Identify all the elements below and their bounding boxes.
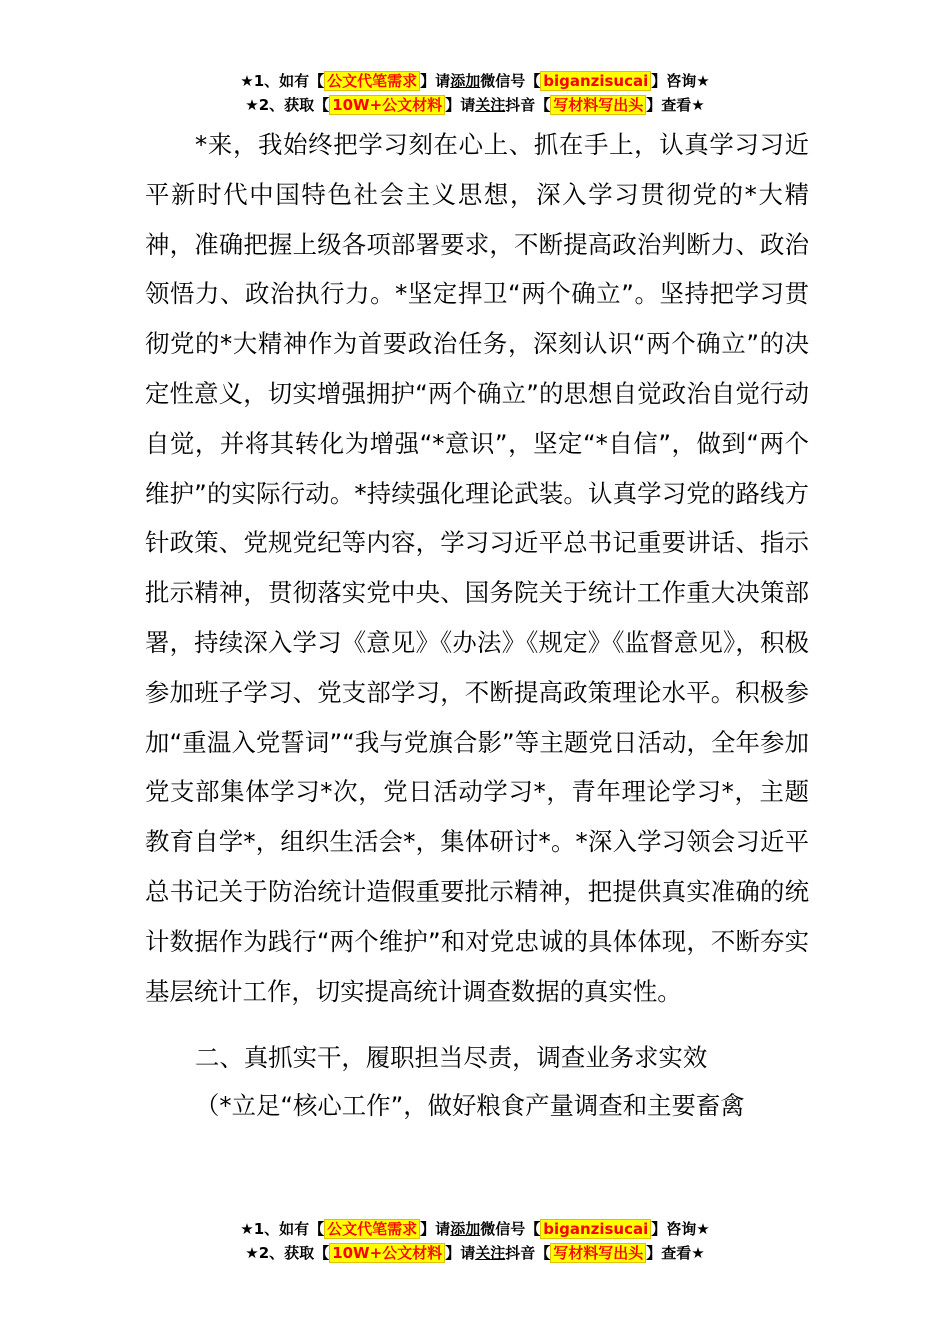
highlight-ghostwriting: 公文代笔需求 — [324, 71, 420, 91]
highlight-materials: 10W+公文材料 — [329, 1243, 445, 1263]
banner-text: 】请 — [445, 1244, 476, 1262]
document-body — [145, 120, 809, 1132]
body-paragraph: *来，我始终把学习刻在心上、抓在手上，认真学习习近平新时代中国特色社会主义思想，深入学习贯彻党的*大精神，准确把握上级各项部署要求，不断提高政治判断力、政治领悟力、政治执行力。*坚定捍卫“两个确立”。坚持把学习贯彻党的*大精神作为首要政治任务，深刻认识“两个确立”的决定性意义，切实增强拥护“两个确立”的思想自觉政治自觉行动自觉，并将其转化为增强“*意识”，坚定“*自信”，做到“两个维护”的实际行动。*持续强化理论武装。认真学习党的路线方针政策、党规党纪等内容，学习习近平总书记重要讲话、指示批示精神，贯彻落实党中央、国务院关于统计工作重大决策部署，持续深入学习《意见》《办法》《规定》《监督意见》，积极参加班子学习、党支部学习，不断提高政策理论水平。积极参加“重温入党誓词”“我与党旗合影”等主题党日活动，全年参加党支部集体学习*次，党日活动学习*，青年理论学习*，主题教育自学*，组织生活会*，集体研讨*。*深入学习领会习近平总书记关于防治统计造假重要批示精神，把提供真实准确的统计数据作为践行“两个维护”和对党忠诚的具体体现，不断夯实基层统计工作，切实提高统计调查数据的真实性。 — [145, 130, 809, 1006]
highlight-wechat-id: biganzisucai — [540, 1219, 651, 1239]
highlight-douyin: 写材料写出头 — [550, 1243, 646, 1263]
banner-text: 】咨询★ — [651, 72, 710, 90]
banner-text: 微信号【 — [480, 72, 541, 90]
banner-underlined-text: 关注 — [475, 1244, 506, 1262]
banner-line-2 — [0, 1242, 950, 1266]
banner-text: 】查看★ — [646, 1244, 705, 1262]
body-paragraph: （*立足“核心工作”，做好粮食产量调查和主要畜禽 — [195, 1091, 745, 1121]
banner-underlined-text: 添加 — [450, 1220, 481, 1238]
banner-text: ★2、获取【 — [245, 1244, 330, 1262]
banner-line-1 — [0, 70, 950, 94]
banner-underlined-text: 添加 — [450, 72, 481, 90]
highlight-douyin: 写材料写出头 — [550, 95, 646, 115]
banner-text: ★1、如有【 — [240, 1220, 325, 1238]
highlight-wechat-id: biganzisucai — [540, 71, 651, 91]
banner-text: 】查看★ — [646, 96, 705, 114]
banner-text: 】请 — [420, 1220, 451, 1238]
banner-text: 微信号【 — [480, 1220, 541, 1238]
banner-text: ★1、如有【 — [240, 72, 325, 90]
banner-text: 】请 — [420, 72, 451, 90]
banner-line-1 — [0, 1218, 950, 1242]
header-banner — [0, 70, 950, 118]
banner-text: ★2、获取【 — [245, 96, 330, 114]
banner-line-2 — [0, 94, 950, 118]
banner-text: 抖音【 — [505, 96, 551, 114]
banner-text: 】请 — [445, 96, 476, 114]
highlight-materials: 10W+公文材料 — [329, 95, 445, 115]
banner-text: 抖音【 — [505, 1244, 551, 1262]
section-heading: 二、真抓实干，履职担当尽责，调查业务求实效 — [195, 1043, 708, 1073]
highlight-ghostwriting: 公文代笔需求 — [324, 1219, 420, 1239]
banner-text: 】咨询★ — [651, 1220, 710, 1238]
banner-underlined-text: 关注 — [475, 96, 506, 114]
footer-banner — [0, 1218, 950, 1266]
